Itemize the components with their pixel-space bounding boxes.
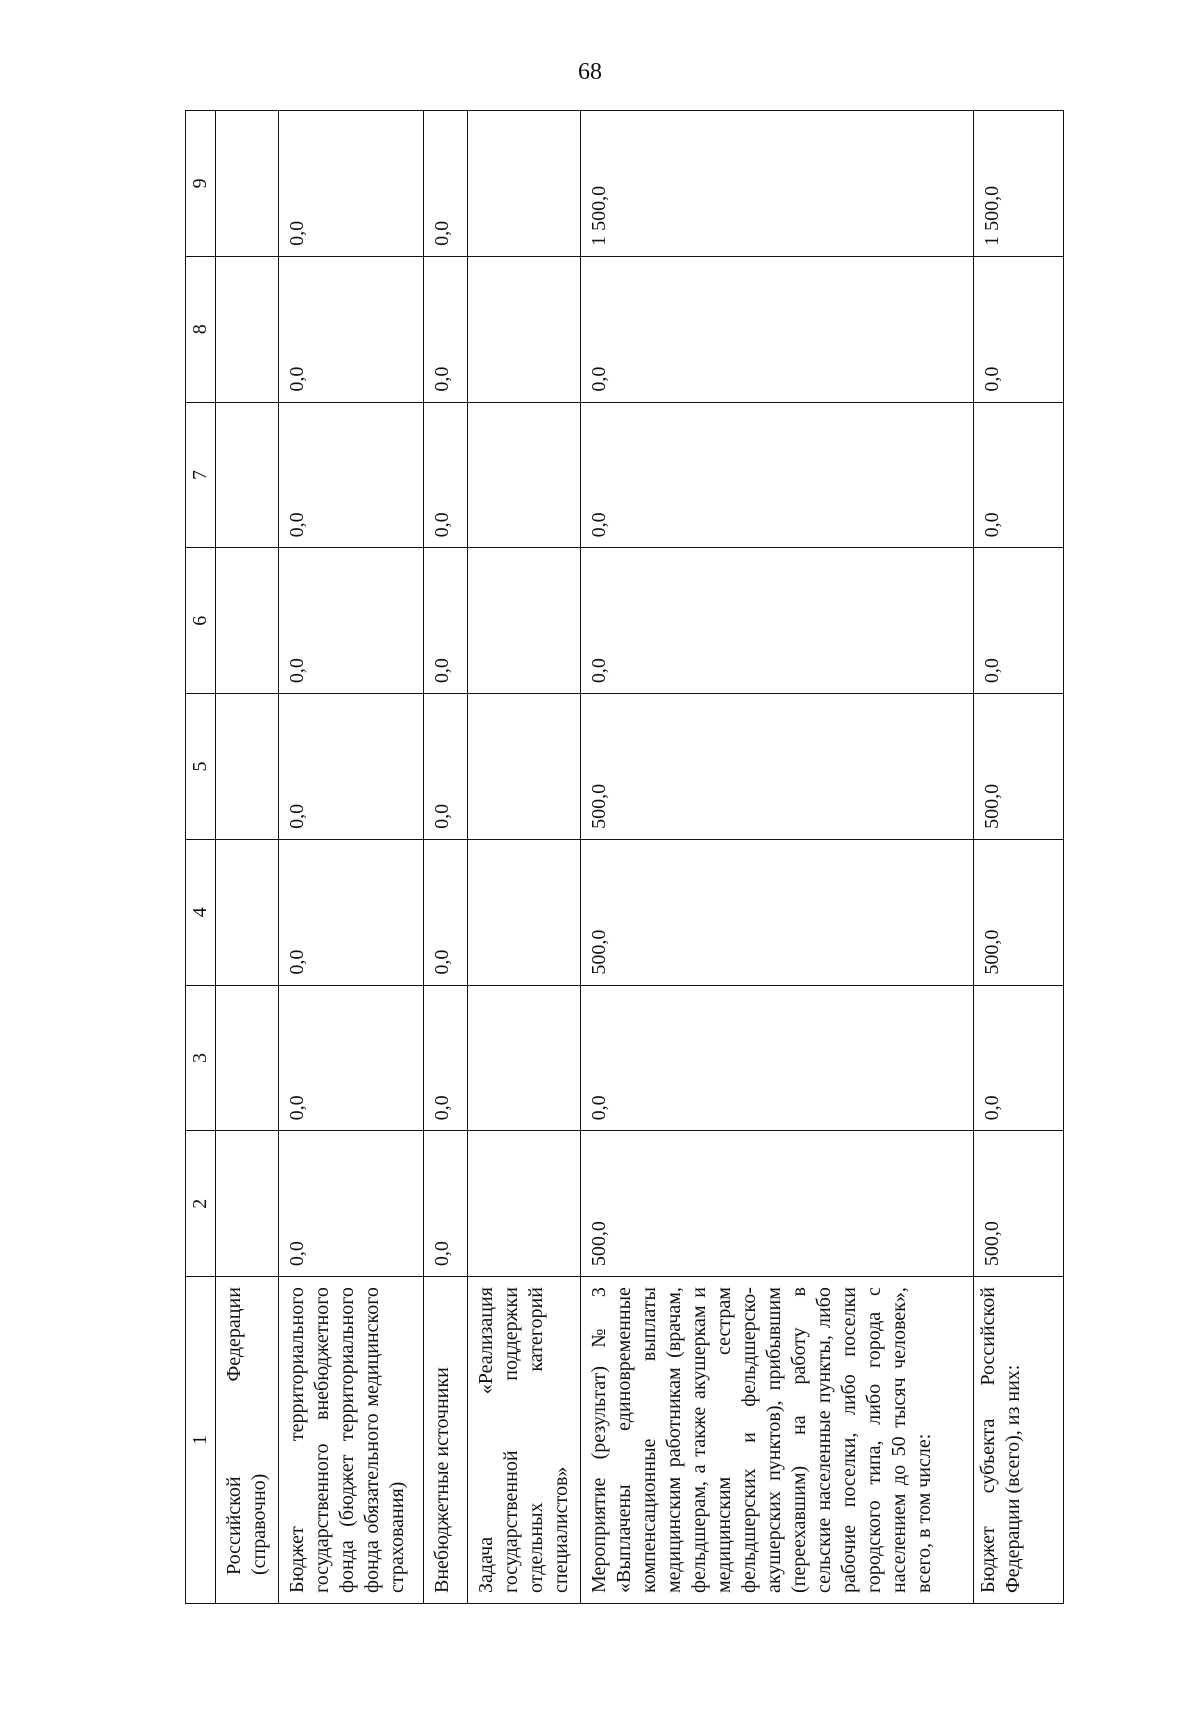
table-cell: 0,0 [424,839,468,985]
column-header: 8 [186,256,216,402]
table-cell: 0,0 [279,1131,424,1277]
table-cell [468,694,581,840]
table-row [581,111,974,1604]
table-row [279,111,424,1604]
table-cell: 0,0 [424,1131,468,1277]
column-header: 9 [186,111,216,257]
column-header: 2 [186,1131,216,1277]
budget-table [185,110,1064,1604]
table-cell: 0,0 [279,548,424,694]
table-cell: 0,0 [279,402,424,548]
table-cell: 500,0 [974,694,1064,840]
rotated-table-container [185,110,1045,1604]
row-label: Мероприятие (результат) № 3 «Выплачены единовременные компенсационные выплаты медицинским работникам (врачам, фельдшерам, а также акушеркам и медицинским сестрам фельдшерских и фельдшерско-акушерских пунктов), прибывшим (переехавшим) на работу в сельские населенные пункты, либо рабочие поселки, либо поселки городского типа, либо города с населением до 50 тысяч человек», всего, в том числе: [581,1277,974,1604]
row-label: Бюджет территориального государственного внебюджетного фонда (бюджет территориального фонда обязательного медицинского страхования) [279,1277,424,1604]
table-cell [216,839,279,985]
column-header: 5 [186,694,216,840]
table-cell: 0,0 [279,694,424,840]
table-cell: 0,0 [581,402,974,548]
column-header: 7 [186,402,216,548]
table-cell [216,111,279,257]
row-label: Бюджет субъекта Российской Федерации (всего), из них: [974,1277,1064,1604]
table-cell: 0,0 [581,548,974,694]
table-cell [216,402,279,548]
table-cell: 500,0 [581,694,974,840]
table-cell: 0,0 [974,256,1064,402]
table-cell: 0,0 [581,256,974,402]
table-cell [216,985,279,1131]
table-cell [216,1131,279,1277]
table-cell: 0,0 [424,548,468,694]
table-cell [468,1131,581,1277]
table-header-row [186,111,216,1604]
table-cell: 500,0 [974,1131,1064,1277]
table-cell: 500,0 [581,1131,974,1277]
table-cell [468,256,581,402]
table-cell: 0,0 [424,694,468,840]
page-number: 68 [578,59,602,85]
table-cell: 1 500,0 [581,111,974,257]
table-cell: 0,0 [424,402,468,548]
column-header: 3 [186,985,216,1131]
row-label: Внебюджетные источники [424,1277,468,1604]
table-cell: 0,0 [581,985,974,1131]
table-cell: 0,0 [974,548,1064,694]
table-row [424,111,468,1604]
table-row [974,111,1064,1604]
column-header: 1 [186,1277,216,1604]
column-header: 4 [186,839,216,985]
table-cell [216,548,279,694]
table-cell [468,839,581,985]
table-cell [468,111,581,257]
table-cell: 0,0 [974,402,1064,548]
table-cell: 0,0 [424,985,468,1131]
table-cell: 0,0 [974,985,1064,1131]
table-cell: 0,0 [279,985,424,1131]
table-cell [468,402,581,548]
column-header: 6 [186,548,216,694]
table-cell: 0,0 [424,256,468,402]
table-cell [468,548,581,694]
table-row [216,111,279,1604]
table-cell: 1 500,0 [974,111,1064,257]
table-cell: 0,0 [279,839,424,985]
table-cell: 500,0 [581,839,974,985]
table-cell [216,256,279,402]
row-label: Российской Федерации (справочно) [216,1277,279,1604]
table-cell [216,694,279,840]
table-cell: 500,0 [974,839,1064,985]
table-cell [468,985,581,1131]
table-cell: 0,0 [279,111,424,257]
row-label: Задача «Реализация государственной поддержки отдельных категорий специалистов» [468,1277,581,1604]
table-cell: 0,0 [424,111,468,257]
table-cell: 0,0 [279,256,424,402]
table-row [468,111,581,1604]
